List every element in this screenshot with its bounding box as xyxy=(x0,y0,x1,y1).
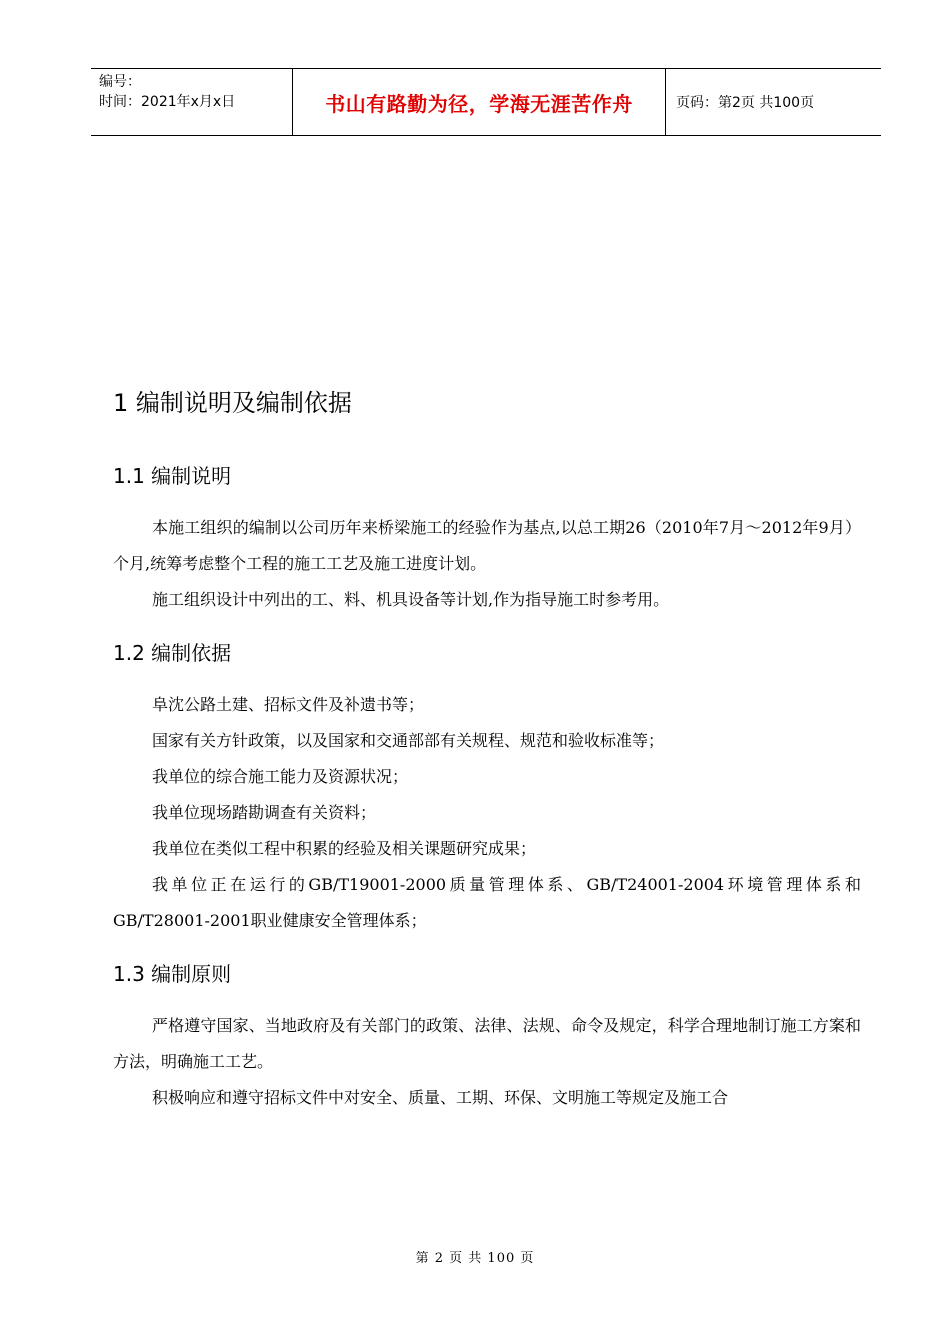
document-body xyxy=(113,385,861,1116)
paragraph: 阜沈公路土建、招标文件及补遗书等； xyxy=(152,695,425,714)
paragraph: 施工组织设计中列出的工、料、机具设备等计划,作为指导施工时参考用。 xyxy=(152,590,670,609)
paragraph: 积极响应和遵守招标文件中对安全、质量、工期、环保、文明施工等规定及施工合 xyxy=(152,1088,729,1107)
paragraph: 我单位正在运行的GB/T19001-2000质量管理体系、GB/T24001-2004环境管理体系和GB/T28001-2001职业健康安全管理体系； xyxy=(113,875,861,930)
subsection-title-1-3: 1.3 编制原则 xyxy=(113,962,232,986)
paragraph: 严格遵守国家、当地政府及有关部门的政策、法律、法规、命令及规定，科学合理地制订施工方案和方法，明确施工工艺。 xyxy=(113,1016,861,1071)
paragraph: 我单位现场踏勘调查有关资料； xyxy=(152,803,377,822)
header-number-label: 编号： xyxy=(99,74,141,90)
section-title: 1 编制说明及编制依据 xyxy=(113,389,352,417)
paragraph: 国家有关方针政策，以及国家和交通部部有关规程、规范和验收标准等； xyxy=(152,731,665,750)
subsection-title-1-2: 1.2 编制依据 xyxy=(113,641,232,665)
paragraph: 我单位的综合施工能力及资源状况； xyxy=(152,767,409,786)
header-page-info: 页码：第2页 共100页 xyxy=(676,95,815,111)
paragraph: 本施工组织的编制以公司历年来桥梁施工的经验作为基点,以总工期26（2010年7月～2012年9月）个月,统筹考虑整个工程的施工工艺及施工进度计划。 xyxy=(113,518,861,573)
header-motto: 书山有路勤为径，学海无涯苦作舟 xyxy=(293,69,666,135)
subsection-title-1-1: 1.1 编制说明 xyxy=(113,464,232,488)
paragraph: 我单位在类似工程中积累的经验及相关课题研究成果； xyxy=(152,839,537,858)
header-meta xyxy=(91,69,293,135)
page-footer: 第 2 页 共 100 页 xyxy=(415,1251,535,1266)
header-time-label: 时间：2021年x月x日 xyxy=(99,94,236,110)
page-header xyxy=(91,68,881,136)
